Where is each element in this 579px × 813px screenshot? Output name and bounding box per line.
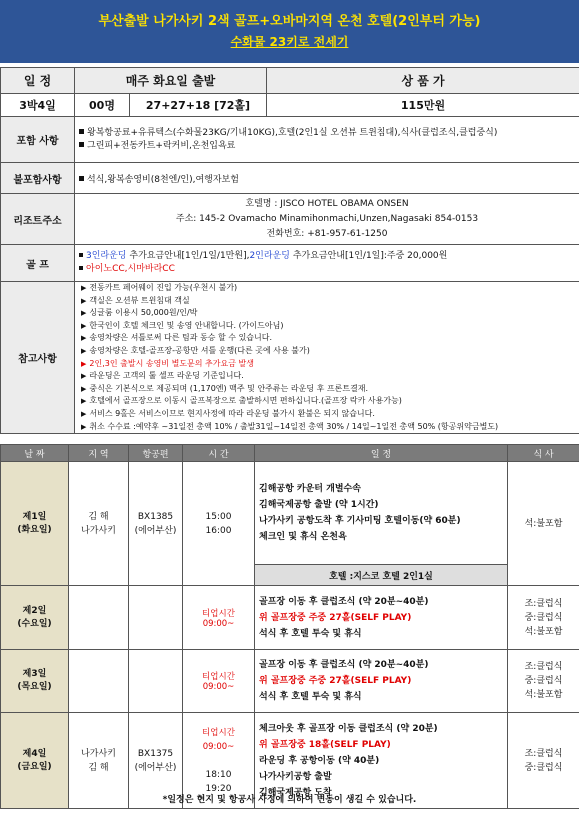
triangle-bullet-icon: ▶: [81, 422, 87, 431]
triangle-bullet-icon: ▶: [81, 309, 87, 318]
resort-label: 리조트주소: [1, 194, 75, 245]
bullet-square-icon: [79, 142, 84, 147]
hotel-name: 호텔명 : JISCO HOTEL OBAMA ONSEN: [245, 198, 409, 209]
flight-cell: [129, 586, 183, 650]
include-label: 포함 사항: [1, 117, 75, 163]
banner-subtitle: 수화물 23키로 전세기: [230, 35, 349, 49]
golf-content: [75, 245, 579, 282]
triangle-bullet-icon: ▶: [81, 359, 87, 368]
golf-label: 골 프: [1, 245, 75, 282]
region-cell: 나가사키 김 해: [69, 713, 129, 809]
schedule-header: 일 정: [1, 68, 75, 94]
time-cell: 티업시간09:00~: [183, 586, 255, 650]
flight-cell: BX1385 (에어부산): [129, 462, 183, 586]
golf-fee-line: 3인라운딩 추가요금안내[1인/1일/1만원],2인라운딩 추가요금안내[1인/1일]:주중 20,000원: [79, 250, 575, 263]
note-item: ▶ 싱글룸 이용시 50,000원/인/박: [81, 308, 198, 318]
schedule-header-row: [1, 445, 579, 462]
include-row: [1, 117, 579, 163]
note-item: ▶ 라운딩은 고객의 툴 셀프 라운딩 기준입니다.: [81, 371, 244, 381]
triangle-bullet-icon: ▶: [81, 372, 87, 381]
triangle-bullet-icon: ▶: [81, 296, 87, 305]
plan-cell: 골프장 이동 후 클럽조식 (약 20분~40분) 위 골프장중 주중 27홀(SELF PLAY) 석식 후 호텔 투숙 및 휴식: [255, 650, 508, 713]
hotel-address: 주소: 145-2 Ovamacho Minamihonmachi,Unzen,Nagasaki 854-0153: [175, 213, 479, 224]
note-item: ▶ 취소 수수료 :예약후 ~31일전 총액 10% / 출발31일~14일전 총액 30% / 14일~1일전 총액 50% (항공위약금별도): [81, 421, 499, 431]
info-table: [0, 67, 579, 434]
seats-value: 00명: [75, 94, 130, 117]
triangle-bullet-icon: ▶: [81, 384, 87, 393]
note-item: ▶ 송영차량은 호텔-골프장-공항만 셔틀 운행(다른 곳에 사용 불가): [81, 345, 310, 355]
day-cell: 제1일 (화요일): [1, 462, 69, 586]
meal-cell: 석:불포함: [508, 462, 579, 586]
plan-cell: 김해공항 카운터 개별수속 김해국제공항 출발 (약 1시간) 나가사키 공항도착 후 기사미팅 호텔이동(약 60분) 체크인 및 휴식 온천욕: [255, 462, 508, 565]
time-cell: 티업시간09:00~: [183, 650, 255, 713]
exclude-row: [1, 163, 579, 194]
notes-list: [81, 282, 575, 433]
note-item: ▶ 서비스 9홀은 서비스이므로 현지사정에 따라 라운딩 불가시 환불은 되지 않습니다.: [81, 408, 375, 418]
meal-cell: 조:클럽식 중:클럽식: [508, 713, 579, 809]
hotel-phone: 전화번호: +81-957-61-1250: [266, 228, 388, 239]
col-flight: 항공편: [129, 445, 183, 462]
resort-content: [75, 194, 579, 245]
triangle-bullet-icon: ▶: [81, 321, 87, 330]
time-cell: 15:00 16:00: [183, 462, 255, 586]
day-cell: 제3일 (목요일): [1, 650, 69, 713]
include-line: 왕복항공료+유류텍스(수화물23KG/기내10KG),호텔(2인1실 오션뷰 트윈침대),식사(클럽조식,클럽중식): [79, 127, 575, 140]
bullet-square-icon: [79, 129, 84, 134]
exclude-content: 석식,왕복송영비(8천엔/인),여행자보험: [75, 163, 579, 194]
triangle-bullet-icon: ▶: [81, 409, 87, 418]
flight-cell: BX1375 (에어부산): [129, 713, 183, 809]
note-item: ▶ 송영차량은 셔틀로써 다른 팀과 동승 할 수 있습니다.: [81, 333, 273, 343]
col-plan: 일 정: [255, 445, 508, 462]
note-item: ▶ 한국인이 호텔 체크인 및 송영 안내합니다. (가이드아님): [81, 320, 284, 330]
col-meal: 식 사: [508, 445, 579, 462]
day-row: [1, 586, 579, 650]
notes-row: [1, 282, 579, 434]
day-cell: 제4일 (금요일): [1, 713, 69, 809]
col-region: 지 역: [69, 445, 129, 462]
banner-title: 부산출발 나가사키 2색 골프+오바마지역 온천 호텔(2인부터 가능): [98, 14, 481, 29]
hotel-info: 호텔 :지스코 호텔 2인1실: [255, 565, 508, 586]
day-cell: 제2일 (수요일): [1, 586, 69, 650]
time-cell: 티업시간09:00~ 18:10 19:20: [183, 713, 255, 809]
col-time: 시 간: [183, 445, 255, 462]
notes-content: [75, 282, 579, 434]
meal-cell: 조:클럽식 중:클럽식 석:불포함: [508, 586, 579, 650]
include-line: 그린피+전동카트+락커비,온천입욕료: [79, 140, 575, 153]
note-item: ▶ 객실은 오션뷰 트윈침대 객실: [81, 295, 190, 305]
notes-label: 참고사항: [1, 282, 75, 434]
departure-header: 매주 화요일 출발: [75, 68, 267, 94]
bullet-square-icon: [79, 253, 83, 257]
price-value: 115만원: [267, 94, 579, 117]
col-date: 날 짜: [1, 445, 69, 462]
region-cell: [69, 650, 129, 713]
day-row: [1, 650, 579, 713]
summary-header-row: [1, 68, 579, 94]
exclude-label: 불포함사항: [1, 163, 75, 194]
price-header: 상 품 가: [267, 68, 579, 94]
title-banner: [0, 0, 579, 63]
golf-course-line: 아이노CC,시마바라CC: [79, 263, 575, 276]
region-cell: 김 해 나가사키: [69, 462, 129, 586]
flight-cell: [129, 650, 183, 713]
plan-cell: 체크아웃 후 골프장 이동 클럽조식 (약 20분) 위 골프장중 18홀(SELF PLAY) 라운딩 후 공항이동 (약 40분) 나가사키공항 출발 김해국제공항 도착: [255, 713, 508, 809]
note-item: ▶ 2인,3인 출발시 송영비 별도문의 추가요금 발생: [81, 358, 254, 368]
resort-row: [1, 194, 579, 245]
triangle-bullet-icon: ▶: [81, 346, 87, 355]
bullet-square-icon: [79, 266, 83, 270]
holes-value: 27+27+18 [72홀]: [130, 94, 267, 117]
footer-note: *일정은 현지 및 항공사 사정에 의하여 변동이 생길 수 있습니다.: [162, 795, 417, 805]
region-cell: [69, 586, 129, 650]
include-content: [75, 117, 579, 163]
duration-value: 3박4일: [1, 94, 75, 117]
triangle-bullet-icon: ▶: [81, 284, 87, 292]
note-item: ▶ 중식은 기본식으로 제공되며 (1,170엔) 맥주 및 안주류는 라운딩 후 프론트결재.: [81, 383, 369, 393]
note-item: ▶ 전동카트 페어웨이 진입 가능(우천시 불가): [81, 283, 238, 292]
plan-cell: 골프장 이동 후 클럽조식 (약 20분~40분) 위 골프장중 주중 27홀(SELF PLAY) 석식 후 호텔 투숙 및 휴식: [255, 586, 508, 650]
golf-row: [1, 245, 579, 282]
summary-value-row: [1, 94, 579, 117]
note-item: ▶ 호텔에서 골프장으로 이동시 골프복장으로 출발하시면 편하십니다.(골프장 락카 사용가능): [81, 396, 402, 406]
triangle-bullet-icon: ▶: [81, 334, 87, 343]
meal-cell: 조:클럽식 중:클럽식 석:불포함: [508, 650, 579, 713]
schedule-table: [0, 444, 579, 809]
day-row: [1, 462, 579, 565]
triangle-bullet-icon: ▶: [81, 397, 87, 406]
bullet-square-icon: [79, 176, 84, 181]
